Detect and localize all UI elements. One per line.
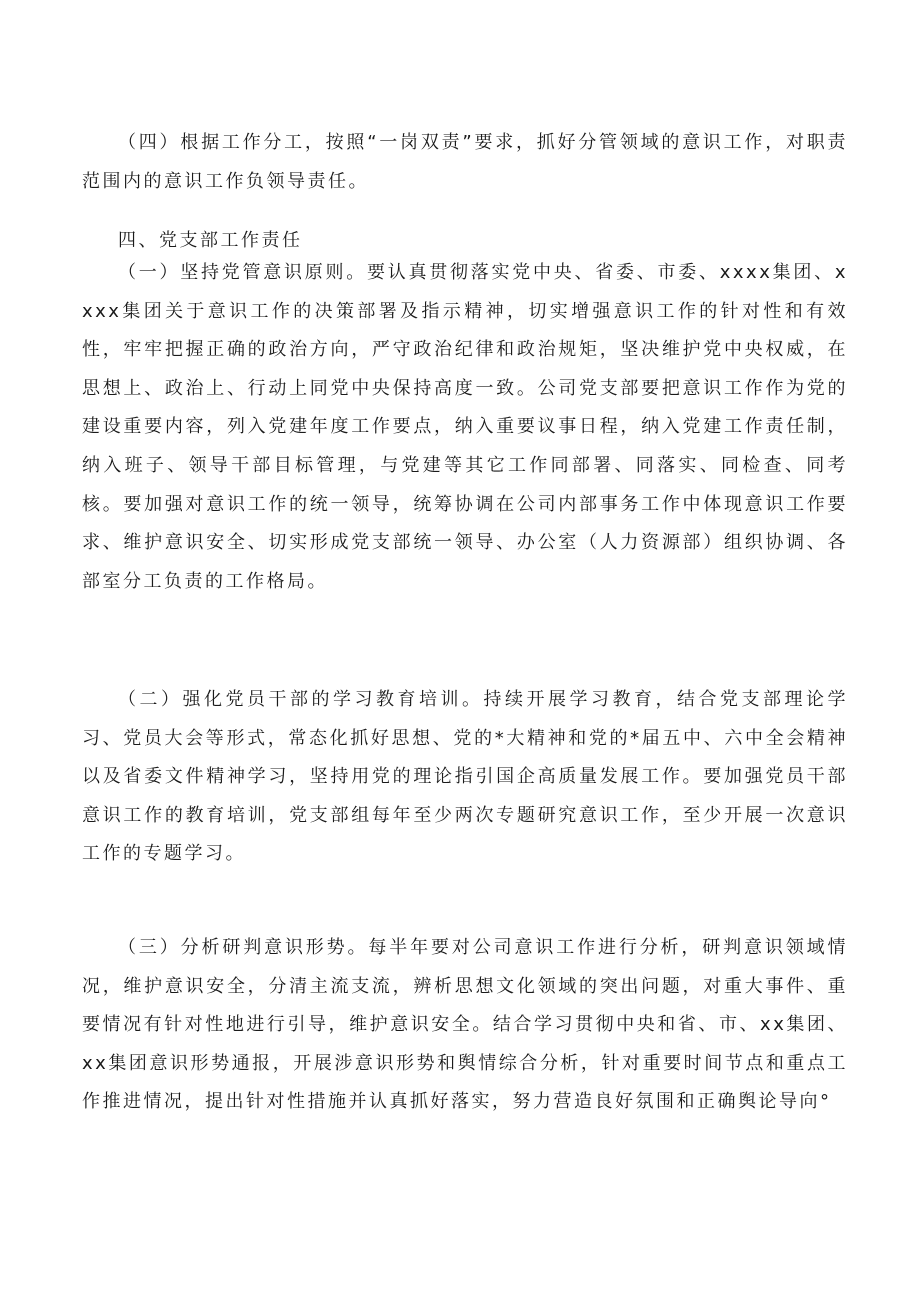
paragraph-duty-four: （四）根据工作分工，按照“一岗双责”要求，抓好分管领域的意识工作，对职责范围内的意识工作负领导责任。 [82,132,848,192]
paragraph-principle-one: （一）坚持党管意识原则。要认真贯彻落实党中央、省委、市委、xxxx集团、xxxx集团关于意识工作的决策部署及指示精神，切实增强意识工作的针对性和有效性，牢牢把握正确的政治方向，严守政治纪律和政治规矩，坚决维护党中央权威，在思想上、政治上、行动上同党中央保持高度一致。公司党支部要把意识工作作为党的建设重要内容，列入党建年度工作要点，纳入重要议事日程，纳入党建工作责任制，纳入班子、领导干部目标管理，与党建等其它工作同部署、同落实、同检查、同考核。要加强对意识工作的统一领导，统筹协调在公司内部事务工作中体现意识工作要求、维护意识安全、切实形成党支部统一领导、办公室（人力资源部）组织协调、各部室分工负责的工作格局。 [82,262,848,592]
paragraph-training-two: （二）强化党员干部的学习教育培训。持续开展学习教育，结合党支部理论学习、党员大会等形式，常态化抓好思想、党的*大精神和党的*届五中、六中全会精神以及省委文件精神学习，坚持用党的理论指引国企高质量发展工作。要加强党员干部意识工作的教育培训，党支部组每年至少两次专题研究意识工作，至少开展一次意识工作的专题学习。 [82,689,848,865]
section-heading-party-branch: 四、党支部工作责任 [118,230,303,251]
paragraph-analysis-three: （三）分析研判意识形势。每半年要对公司意识工作进行分析，研判意识领域情况，维护意识安全，分清主流支流，辨析思想文化领域的突出问题，对重大事件、重要情况有针对性地进行引导，维护意识安全。结合学习贯彻中央和省、市、xx集团、xx集团意识形势通报，开展涉意识形势和舆情综合分析，针对重要时间节点和重点工作推进情况，提出针对性措施并认真抓好落实，努力营造良好氛围和正确舆论导向° [82,937,848,1113]
